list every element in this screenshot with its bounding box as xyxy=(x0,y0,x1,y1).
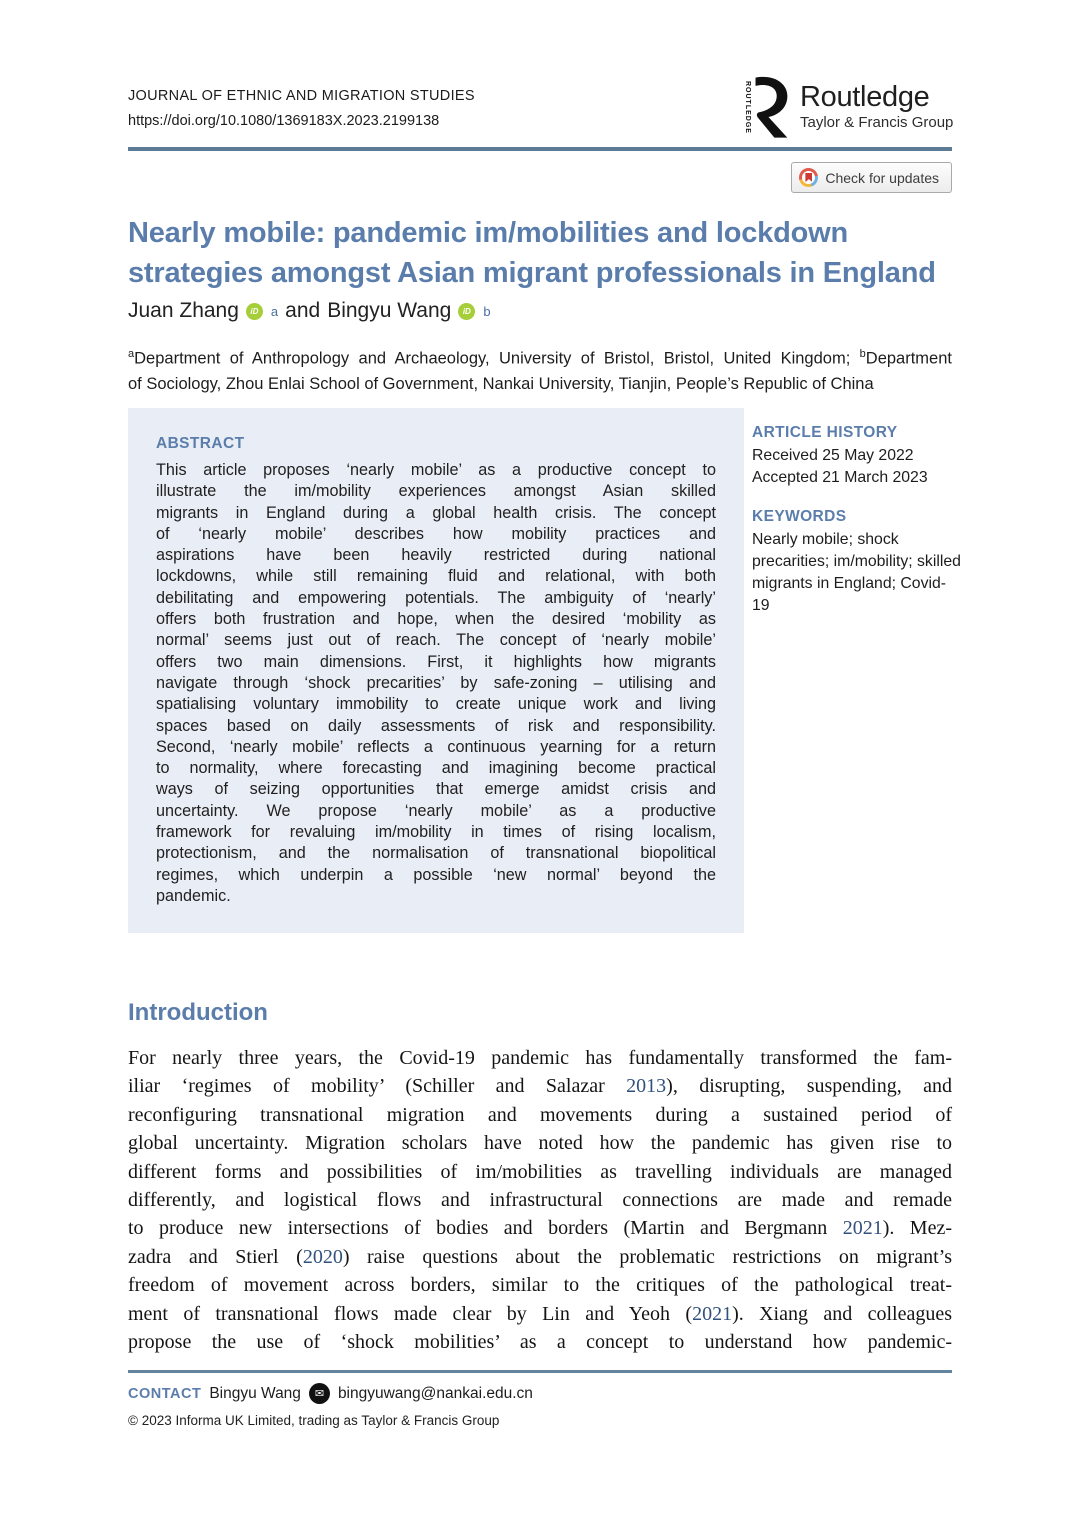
text-line: uncertainty. We propose ‘nearly mobile’ as a productive xyxy=(156,801,716,820)
citation-link[interactable]: 2013 xyxy=(626,1075,667,1098)
routledge-vertical-label: ROUTLEDGE xyxy=(744,80,751,134)
text-line: illustrate the im/mobility experiences amongst Asian skilled xyxy=(156,482,716,501)
copyright-notice: © 2023 Informa UK Limited, trading as Taylor & Francis Group xyxy=(128,1413,500,1428)
orcid-icon[interactable]: iD xyxy=(458,303,475,320)
affiliation-superscript: a xyxy=(128,348,135,360)
text-line: pandemic. xyxy=(156,886,231,905)
text-line: to normality, where forecasting and imagining become practical xyxy=(156,759,716,778)
author-byline xyxy=(128,299,491,323)
contact-line xyxy=(128,1383,533,1404)
abstract-panel xyxy=(128,408,744,933)
text-line: differently, and logistical flows and infrastructural connections are made and remade xyxy=(128,1189,952,1212)
author-affiliation-superscript: a xyxy=(270,303,279,319)
routledge-wordmark: Routledge xyxy=(800,81,930,113)
text-line: $^a$Department of Anthropology and Archaeology, University of Bristol, Bristol, United Kingdom; $^b$Department xyxy=(128,348,952,368)
article-title-line1: Nearly mobile: pandemic im/mobilities and lockdown xyxy=(128,217,848,249)
text-line: offers both frustration and hope, when the desired ‘mobility as xyxy=(156,610,716,629)
article-meta-sidebar xyxy=(752,424,962,617)
envelope-icon[interactable]: ✉ xyxy=(309,1383,330,1404)
text-line: different forms and possibilities of im/mobilities as travelling individuals are managed xyxy=(128,1160,952,1183)
text-line: ways of seizing opportunities that emerge amidst crisis and xyxy=(156,780,716,799)
check-for-updates-button[interactable] xyxy=(791,162,952,193)
text-line: reconfiguring transnational migration and movements during a sustained period of xyxy=(128,1103,952,1126)
contact-label: CONTACT xyxy=(128,1385,202,1402)
header-divider xyxy=(128,147,952,151)
abstract-text xyxy=(156,460,716,907)
text-line: normal’ seems just out of reach. The concept of ‘nearly mobile’ xyxy=(156,631,716,650)
keywords-block xyxy=(752,508,962,617)
text-line: navigate through ‘shock precarities’ by safe-zoning – utilising and xyxy=(156,673,716,692)
text-line: spaces based on daily assessments of risk and responsibility. xyxy=(156,716,716,735)
text-line: to produce new intersections of bodies and borders (Martin and Bergmann 2021). Mez- xyxy=(128,1217,953,1240)
author-name: Bingyu Wang xyxy=(327,299,452,322)
text-line: global uncertainty. Migration scholars have noted how the pandemic has given rise to xyxy=(128,1132,952,1155)
received-date: Received 25 May 2022 xyxy=(752,447,914,464)
routledge-colophon-icon xyxy=(752,76,792,138)
text-line: spatialising voluntary immobility to create unique work and living xyxy=(156,695,716,714)
abstract-heading: ABSTRACT xyxy=(156,435,245,452)
authors-joiner: and xyxy=(285,299,321,322)
contact-email-link[interactable]: bingyuwang@nankai.edu.cn xyxy=(337,1384,533,1402)
crossmark-icon xyxy=(799,168,818,187)
section-heading-introduction: Introduction xyxy=(128,999,268,1026)
taylor-francis-label: Taylor & Francis Group xyxy=(800,114,954,131)
contact-name: Bingyu Wang xyxy=(209,1384,301,1402)
footer-divider xyxy=(128,1370,952,1373)
introduction-paragraph xyxy=(128,1044,952,1356)
text-line: regimes, which underpin a possible ‘new normal’ beyond the xyxy=(156,865,716,884)
doi-link[interactable]: https://doi.org/10.1080/1369183X.2023.2199138 xyxy=(128,113,440,129)
keywords-text: Nearly mobile; shock precarities; im/mobility; skilled migrants in England; Covid-19 xyxy=(752,531,961,614)
text-line: This article proposes ‘nearly mobile’ as a productive concept to xyxy=(156,461,716,479)
text-line: iliar ‘regimes of mobility’ (Schiller and Salazar 2013), disrupting, suspending, and xyxy=(128,1075,952,1098)
author-name: Juan Zhang xyxy=(128,299,239,322)
text-line: protectionism, and the normalisation of transnational biopolitical xyxy=(156,844,716,863)
citation-link[interactable]: 2020 xyxy=(302,1245,343,1268)
publisher-wordmark xyxy=(800,76,953,131)
article-history-heading: ARTICLE HISTORY xyxy=(752,424,898,441)
citation-link[interactable]: 2021 xyxy=(842,1217,883,1240)
text-line: For nearly three years, the Covid-19 pandemic has fundamentally transformed the fam- xyxy=(128,1047,952,1069)
text-line: propose the use of ‘shock mobilities’ as a concept to understand how pandemic- xyxy=(128,1331,952,1354)
check-for-updates-label: Check for updates xyxy=(825,169,939,186)
text-line: migrants in England during a global health crisis. The concept xyxy=(156,503,716,522)
bookmark-icon xyxy=(805,173,812,182)
text-line: offers two main dimensions. First, it highlights how migrants xyxy=(156,652,716,671)
text-line: aspirations have been heavily restricted during national xyxy=(156,546,716,565)
text-line: ment of transnational flows made clear by Lin and Yeoh (2021). Xiang and colleagues xyxy=(128,1302,952,1325)
article-history-block xyxy=(752,424,962,489)
text-line: zadra and Stierl (2020) raise questions about the problematic restrictions on migrant’s xyxy=(128,1245,952,1268)
affiliation-superscript: b xyxy=(859,348,866,360)
text-line: of Sociology, Zhou Enlai School of Government, Nankai University, Tianjin, People’s Republic of China xyxy=(128,374,874,393)
accepted-date: Accepted 21 March 2023 xyxy=(752,469,928,486)
article-title-line2: strategies amongst Asian migrant professionals in England xyxy=(128,257,936,289)
keywords-heading: KEYWORDS xyxy=(752,508,847,525)
journal-name: JOURNAL OF ETHNIC AND MIGRATION STUDIES xyxy=(128,88,475,104)
article-history-text xyxy=(752,445,962,489)
text-line: lockdowns, while still remaining fluid and relational, with both xyxy=(156,567,716,586)
text-line: freedom of movement across borders, similar to the critiques of the pathological treat- xyxy=(128,1274,952,1297)
text-line: debilitating and empowering potentials. The ambiguity of ‘nearly’ xyxy=(156,588,716,607)
text-line: Second, ‘nearly mobile’ reflects a continuous yearning for a return xyxy=(156,737,716,756)
article-title xyxy=(128,213,936,293)
orcid-icon[interactable]: iD xyxy=(246,303,263,320)
citation-link[interactable]: 2021 xyxy=(692,1302,733,1325)
text-line: of ‘nearly mobile’ describes how mobility practices and xyxy=(156,524,716,543)
author-affiliation-superscript: b xyxy=(483,303,491,319)
affiliations xyxy=(128,342,952,397)
publisher-logo xyxy=(744,76,953,138)
text-line: framework for revaluing im/mobility in times of rising localism, xyxy=(156,823,716,842)
